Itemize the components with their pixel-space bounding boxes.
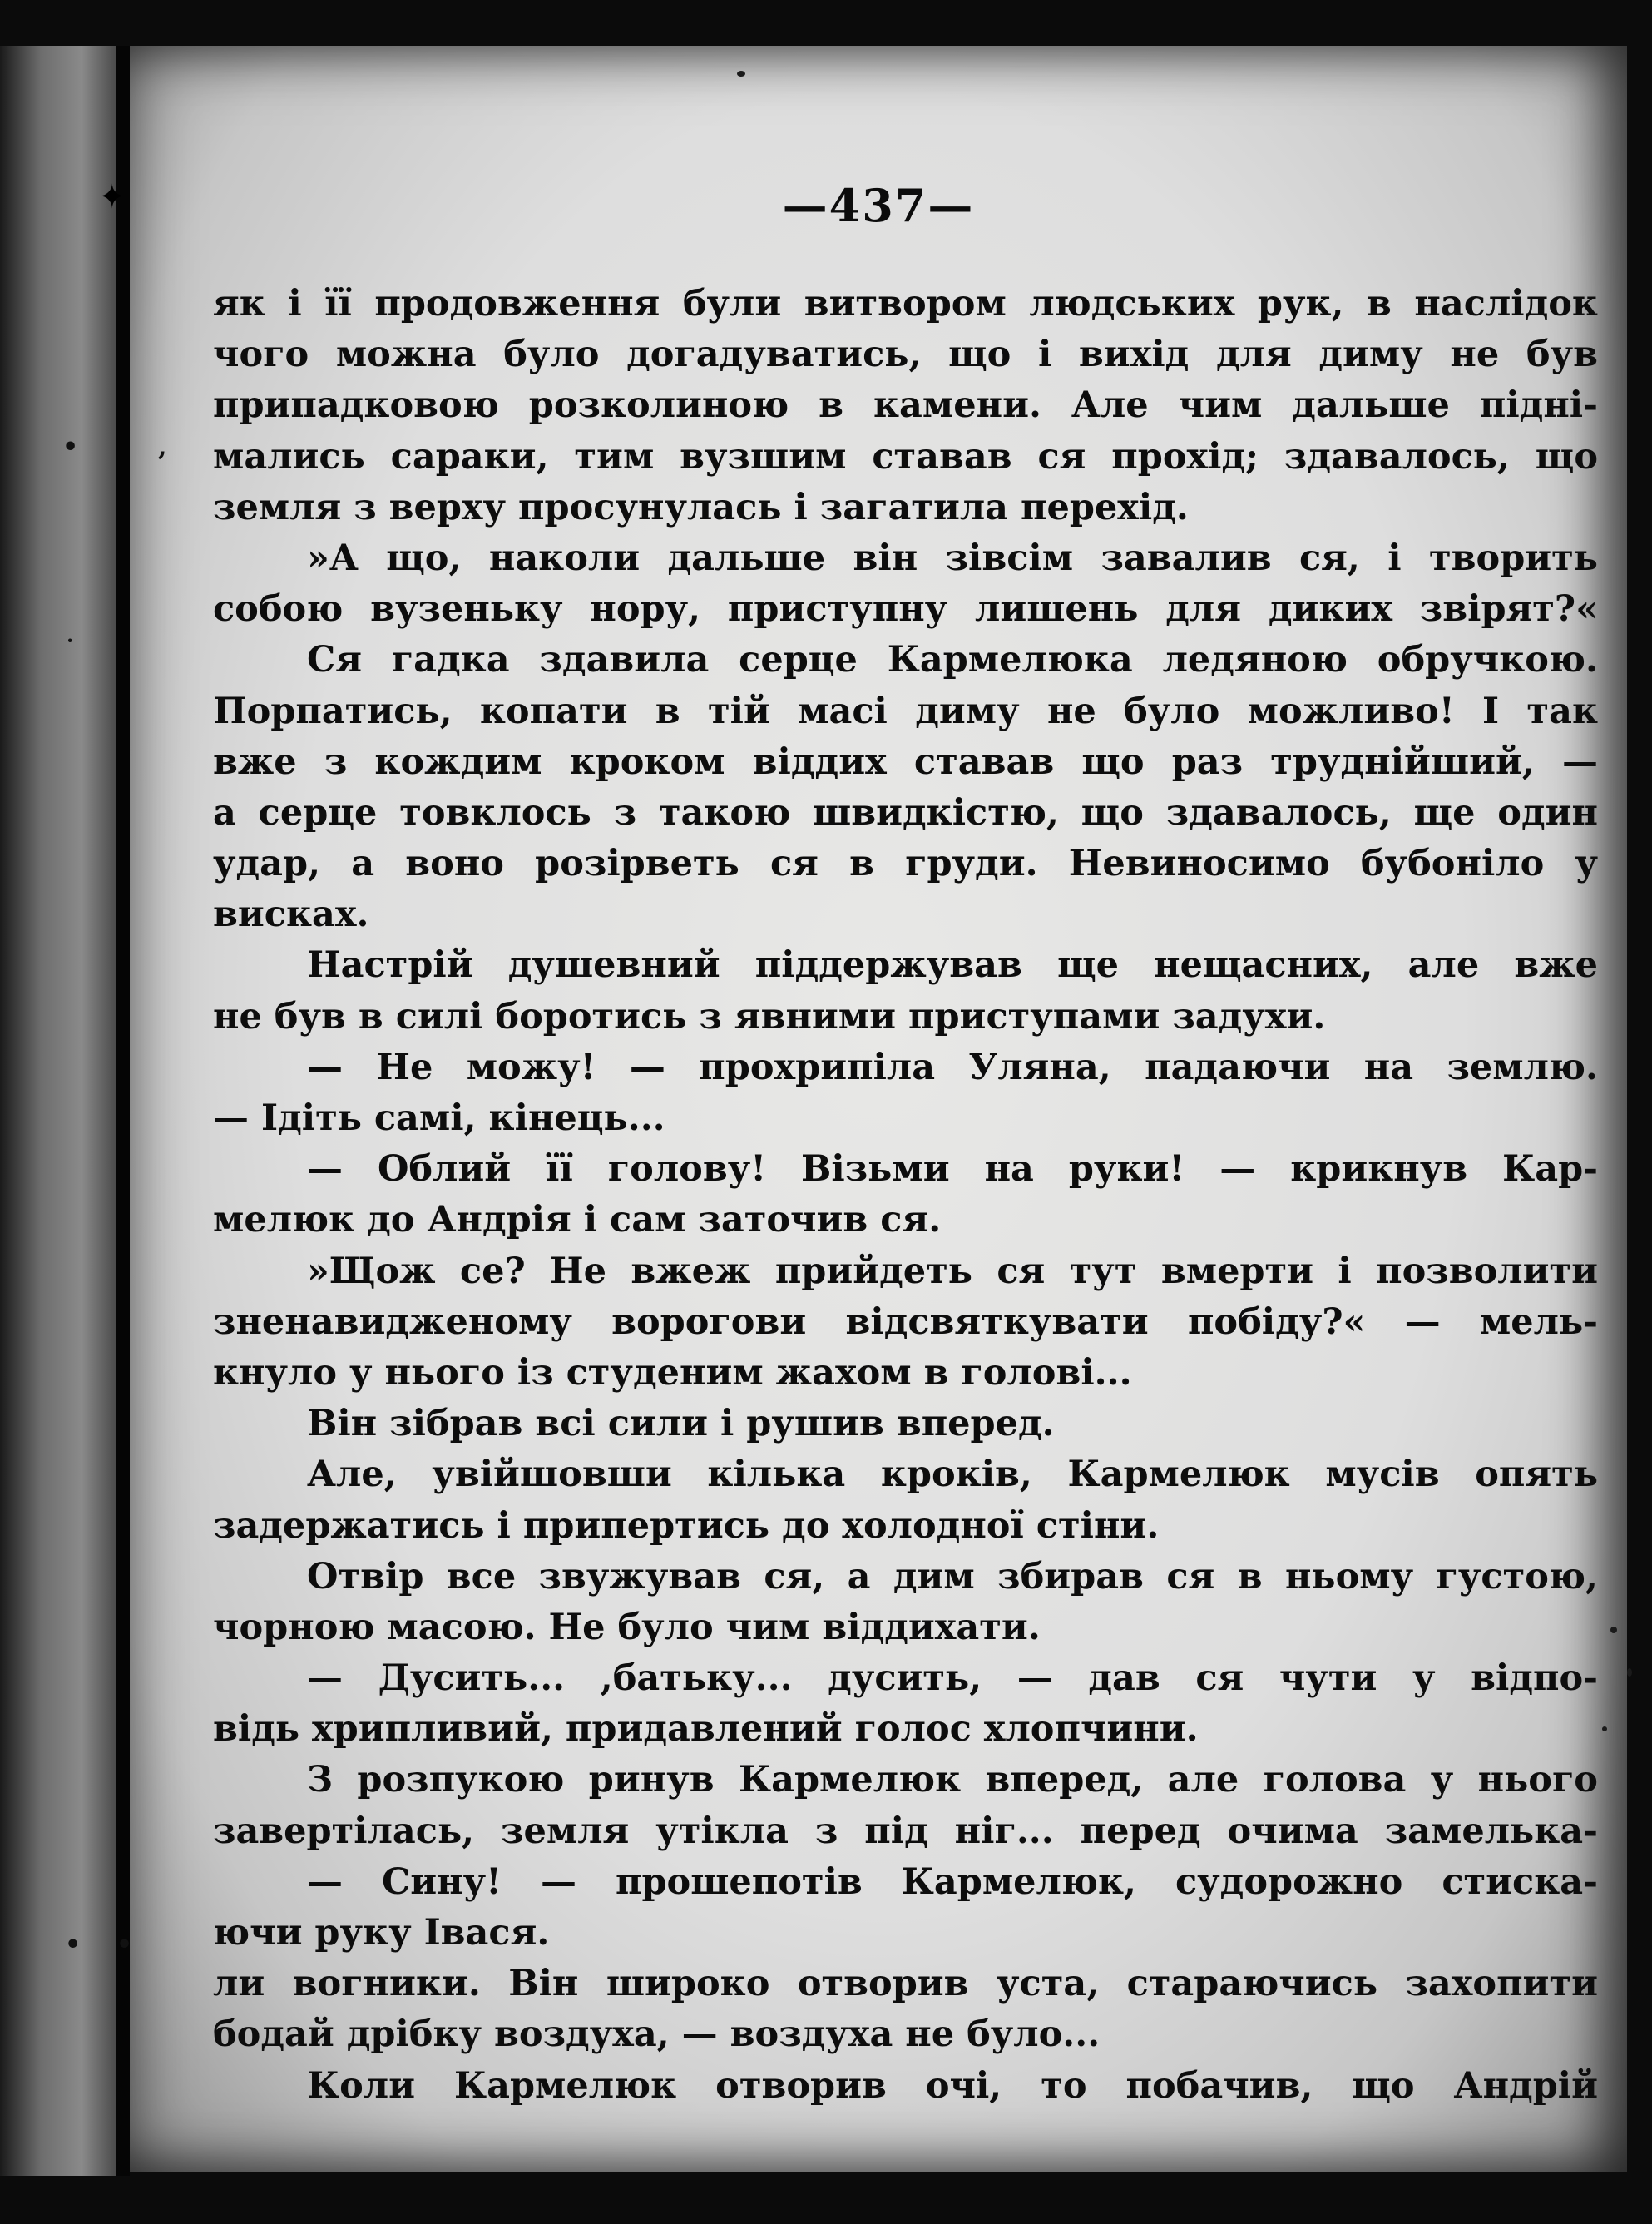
- margin-mark: •: [116, 1930, 133, 1959]
- text-line: — Дусить... ,батьку... дусить, — дав ся чути у відпо-: [307, 1657, 1598, 1700]
- text-line: мелюк до Андрія і сам заточив ся.: [213, 1199, 942, 1241]
- text-line: а серце товклось з такою швидкістю, що здавалось, ще один: [213, 791, 1598, 834]
- text-line: удар, а воно розірветь ся в груди. Невиносимо бубоніло у: [213, 843, 1598, 885]
- text-line: — Ідіть самі, кінець...: [213, 1097, 665, 1139]
- page-number: —437—: [782, 179, 975, 232]
- scan-speck: [1610, 1627, 1617, 1633]
- text-line: — Облий її голову! Візьми на руки! — крикнув Кар-: [307, 1148, 1598, 1191]
- text-line: Ся гадка здавила серце Кармелюка ледяною обручкою.: [307, 639, 1598, 681]
- text-line: вже з кождим кроком віддих ставав що раз труднійший, —: [213, 741, 1598, 783]
- text-line: бодай дрібку воздуха, — воздуха не було...: [213, 2013, 1101, 2056]
- text-line: ли вогники. Він широко отворив уста, стараючись захопити: [213, 1963, 1598, 2005]
- text-line: Настрій душевний піддержував ще нещасних, але вже: [307, 944, 1598, 987]
- book-page: [130, 46, 1627, 2172]
- text-line: Отвір все звужував ся, а дим збирав ся в ньому густою,: [307, 1555, 1598, 1597]
- text-line: Він зібрав всі сили і рушив вперед.: [307, 1403, 1055, 1445]
- text-line: не був в силі боротись з явними приступами задухи.: [213, 995, 1326, 1038]
- text-line: кнуло у нього із студеним жахом в голові...: [213, 1351, 1132, 1394]
- text-line: Порпатись, копати в тій масі диму не було можливо! І так: [213, 690, 1598, 732]
- text-line: земля з верху просунулась і загатила перехід.: [213, 486, 1189, 528]
- text-line: »А що, наколи дальше він зівсім завалив ся, і творить: [307, 537, 1598, 579]
- text-line: чого можна було догадуватись, що і вихід для диму не був: [213, 334, 1598, 376]
- text-line: зненавидженому ворогови відсвяткувати побіду?« — мель-: [213, 1300, 1598, 1343]
- margin-mark: •: [62, 433, 79, 462]
- text-line: припадковою розколиною в камени. Але чим дальше підні-: [213, 384, 1598, 427]
- book-gutter: [116, 46, 133, 2176]
- text-line: чорною масою. Не було чим віддихати.: [213, 1606, 1041, 1648]
- scan-speck: [1627, 1668, 1632, 1677]
- gutter-marker-icon: ✦: [98, 178, 126, 216]
- text-line: висках.: [213, 894, 369, 936]
- scan-speck: [1602, 1726, 1607, 1731]
- margin-mark: ·: [67, 628, 74, 652]
- text-line: »Щож се? Не вжеж прийдеть ся тут вмерти і позволити: [307, 1250, 1598, 1292]
- text-line: відь хрипливий, придавлений голос хлопчини.: [213, 1708, 1199, 1751]
- body-text: [213, 279, 1598, 2112]
- text-line: — Сину! — прошепотів Кармелюк, судорожно стиска-: [307, 1860, 1598, 1903]
- text-line: як і її продовження були витвором людських рук, в наслідок: [213, 283, 1598, 324]
- text-line: Але, увійшовши кілька кроків, Кармелюк мусів опять: [307, 1454, 1598, 1496]
- text-line: З розпукою ринув Кармелюк вперед, але голова у нього: [307, 1759, 1598, 1801]
- text-line: задержатись і припертись до холодної стіни.: [213, 1504, 1160, 1547]
- scan-left-edge: [0, 46, 116, 2176]
- text-line: собою вузеньку нору, приступну лишень для диких звірят?«: [213, 588, 1598, 631]
- text-line: — Не можу! — прохрипіла Уляна, падаючи на землю.: [307, 1046, 1598, 1088]
- scan-speck: [737, 71, 745, 77]
- text-line: мались сараки, тим вузшим ставав ся прохід; здавалось, що: [213, 435, 1598, 478]
- text-line: ючи руку Івася.: [213, 1912, 550, 1954]
- text-line: Коли Кармелюк отворив очі, то побачив, що Андрій: [307, 2064, 1598, 2107]
- margin-mark: ,: [158, 433, 167, 462]
- margin-mark: •: [65, 1930, 82, 1959]
- text-line: завертілась, земля утікла з під ніг... перед очима замелька-: [213, 1810, 1598, 1852]
